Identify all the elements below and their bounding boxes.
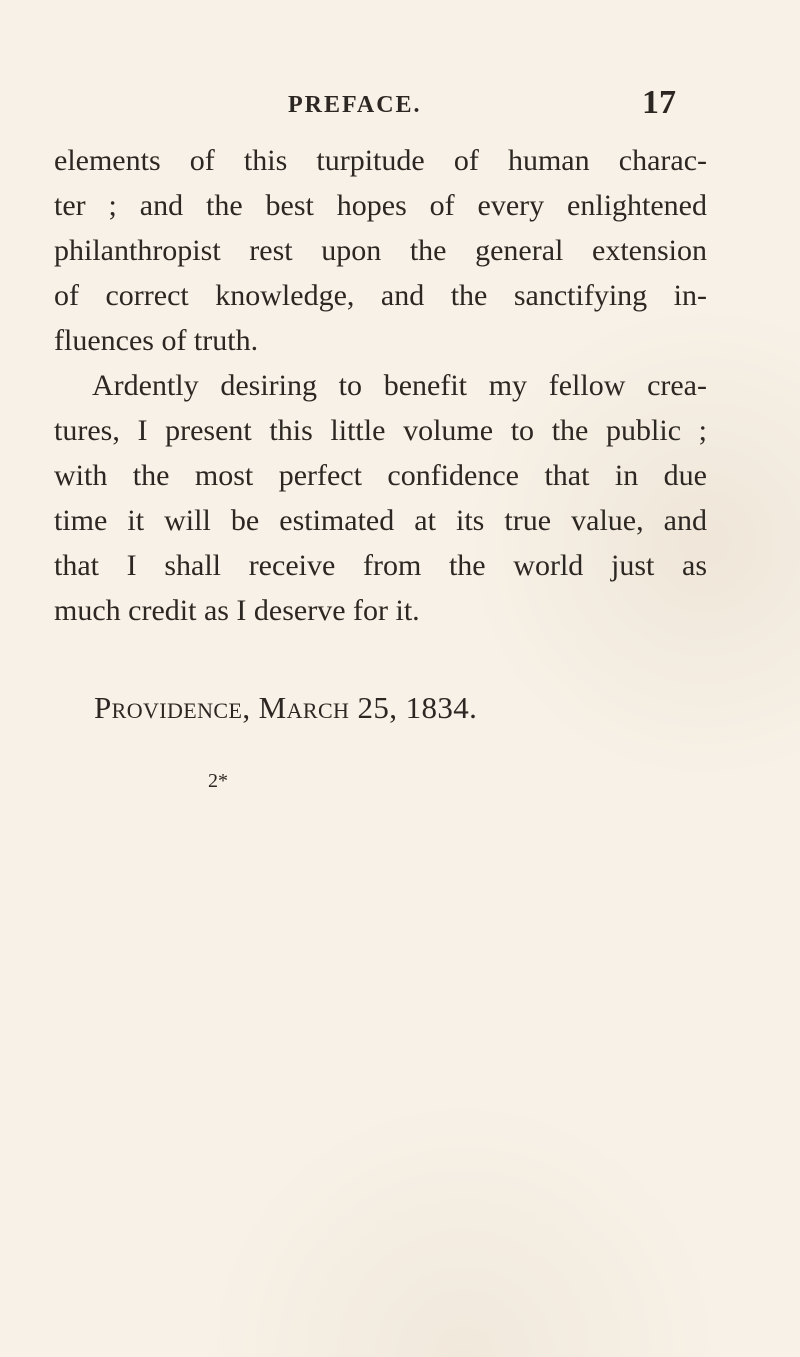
running-header: PREFACE.: [288, 92, 422, 118]
body-line-1: elements of this turpitude of human charac-: [54, 144, 707, 177]
body-line-8: with the most perfect confidence that in due: [54, 459, 707, 492]
body-line-4: of correct knowledge, and the sanctifying in-: [54, 279, 707, 312]
body-line-5: fluences of truth.: [54, 324, 259, 357]
signature-mark: 2*: [208, 770, 228, 792]
body-line-7: tures, I present this little volume to the public ;: [54, 414, 707, 447]
body-line-3: philanthropist rest upon the general extension: [54, 234, 707, 267]
body-line-6: Ardently desiring to benefit my fellow crea-: [92, 369, 707, 402]
body-line-11: much credit as I deserve for it.: [54, 594, 420, 627]
body-line-9: time it will be estimated at its true value, and: [54, 504, 707, 537]
page-number: 17: [642, 84, 676, 121]
place-date-signature: Providence, March 25, 1834.: [94, 690, 478, 725]
body-line-2: ter ; and the best hopes of every enlightened: [54, 189, 707, 222]
body-line-10: that I shall receive from the world just as: [54, 549, 707, 582]
